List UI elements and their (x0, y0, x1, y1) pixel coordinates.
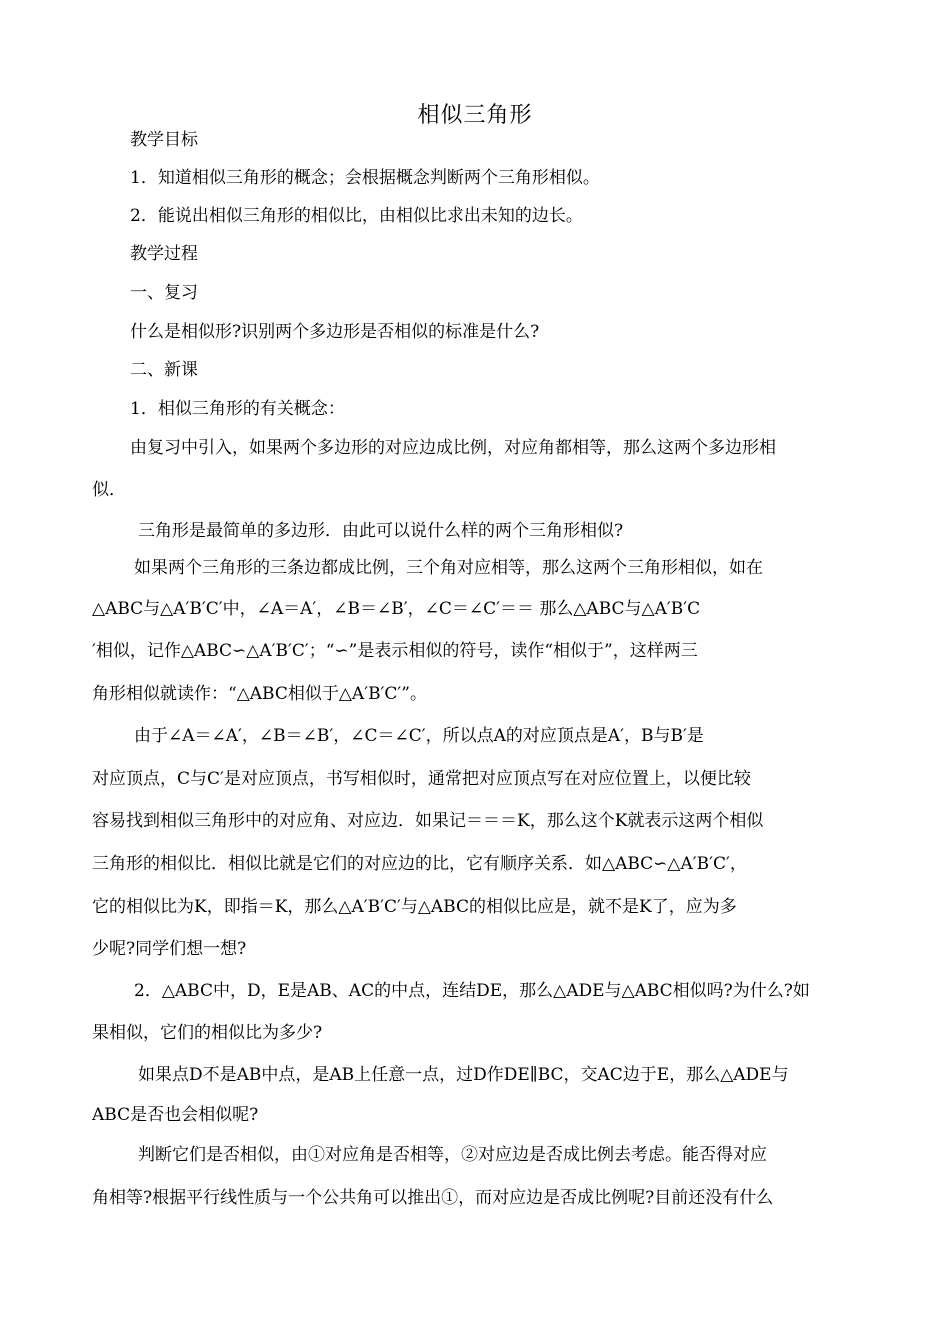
paragraph-line: 2．能说出相似三角形的相似比，由相似比求出未知的边长。 (130, 206, 583, 226)
paragraph-line: 1．知道相似三角形的概念；会根据概念判断两个三角形相似。 (130, 168, 600, 188)
paragraph-line: △ABC与△A′B′C′中，∠A＝A′，∠B＝∠B′，∠C＝∠C′＝＝ 那么△ABC与△A′B′C (92, 599, 701, 619)
paragraph-line: 由于∠A＝∠A′，∠B＝∠B′，∠C＝∠C′，所以点A的对应顶点是A′，B与B′是 (134, 726, 704, 746)
section-heading: 教学过程 (130, 244, 198, 264)
paragraph-line: ′相似，记作△ABC∽△A′B′C′；“∽”是表示相似的符号，读作“相似于”，这样两三 (92, 641, 698, 661)
paragraph-line: 如果两个三角形的三条边都成比例，三个角对应相等，那么这两个三角形相似，如在 (134, 558, 763, 578)
page-title: 相似三角形 (417, 103, 533, 128)
section-heading: 教学目标 (130, 130, 198, 150)
paragraph-line: 三角形的相似比．相似比就是它们的对应边的比，它有顺序关系．如△ABC∽△A′B′C′， (92, 854, 747, 874)
paragraph-line: 似． (92, 480, 126, 500)
paragraph-line: 角相等?根据平行线性质与一个公共角可以推出①，而对应边是否成比例呢?目前还没有什么 (92, 1188, 774, 1208)
paragraph-line: 判断它们是否相似，由①对应角是否相等，②对应边是否成比例去考虑。能否得对应 (138, 1145, 767, 1165)
paragraph-line: 什么是相似形?识别两个多边形是否相似的标准是什么? (130, 322, 540, 342)
paragraph-line: 由复习中引入，如果两个多边形的对应边成比例，对应角都相等，那么这两个多边形相 (130, 438, 776, 458)
section-heading: 一、复习 (130, 283, 198, 303)
paragraph-line: 如果点D不是AB中点，是AB上任意一点，过D作DE∥BC，交AC边于E，那么△ADE与 (138, 1065, 789, 1085)
paragraph-line: 三角形是最简单的多边形．由此可以说什么样的两个三角形相似? (138, 521, 624, 541)
paragraph-line: 角形相似就读作：“△ABC相似于△A′B′C′”。 (92, 684, 427, 704)
section-heading: 二、新课 (130, 360, 198, 380)
paragraph-line: ABC是否也会相似呢? (92, 1105, 259, 1125)
paragraph-line: 1．相似三角形的有关概念： (130, 399, 345, 419)
paragraph-line: 对应顶点，C与C′是对应顶点，书写相似时，通常把对应顶点写在对应位置上，以便比较 (92, 769, 751, 789)
paragraph-line: 它的相似比为K，即指＝K，那么△A′B′C′与△ABC的相似比应是，就不是K了，应为多 (92, 897, 737, 917)
paragraph-line: 少呢?同学们想一想? (92, 939, 247, 959)
paragraph-line: 果相似，它们的相似比为多少? (92, 1023, 323, 1043)
paragraph-line: 2．△ABC中，D，E是AB、AC的中点，连结DE，那么△ADE与△ABC相似吗?为什么?如 (134, 981, 810, 1001)
paragraph-line: 容易找到相似三角形中的对应角、对应边．如果记＝＝＝K，那么这个K就表示这两个相似 (92, 811, 764, 831)
